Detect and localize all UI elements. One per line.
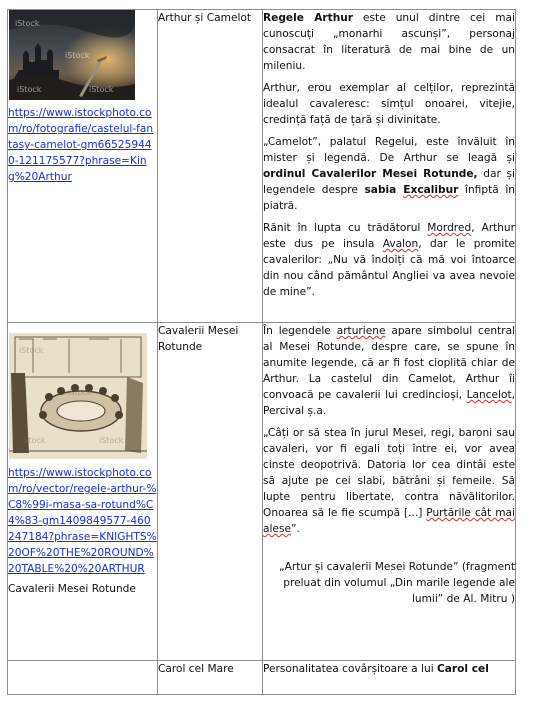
watermark: iStock <box>99 436 124 445</box>
watermark: iStock <box>15 19 40 28</box>
topic-title: Carol cel Mare <box>158 663 234 675</box>
citation: „Artur și cavalerii Mesei Rotunde” (fragment preluat din volumul „Din marile legende ale lumii” de Al. Mitru ) <box>278 561 515 605</box>
image-source-link[interactable]: https://www.istockphoto.com/ro/vector/regele-arthur-%C8%99i-masa-sa-rotund%C4%83-gm1409849577-460247184?phrase=KNIGHTS%20OF%20THE%20ROUND%20TABLE%20%20ARTHUR <box>8 467 157 575</box>
topic-cell <box>158 323 263 661</box>
bold-text: ordinul Cavalerilor Mesei Rotunde, <box>263 168 478 180</box>
paragraph: Regele Arthur este unul dintre cei mai cunoscuți „monarhi ascunși”, personaj consacrat în literatură de mai bine de un mileniu. <box>263 12 515 72</box>
round-table-image <box>9 333 147 459</box>
watermark: iStock <box>67 388 92 397</box>
paragraph: În legendele arturiene apare simbolul central al Mesei Rotunde, despre care, se spune în anumite legende, că ar fi fost cioplită chiar de Arthur. La castelul din Camelot, Arthur îi convoacă pe cavalerii lui credincioși, Lancelot, Percival ș.a. <box>263 325 515 417</box>
watermark: iStock <box>65 51 90 60</box>
bold-text: Excalibur <box>403 184 459 196</box>
paragraph: Personalitatea covârșitoare a lui Carol cel <box>263 663 489 675</box>
paragraph: Rănit în lupta cu trădătorul Mordred, Arthur este dus pe insula Avalon, dar le promite cavalerilor: „Nu vă îndoiți că mă voi întoarce din nou când pământul Angliei va avea nevoie de mine”. <box>263 222 516 298</box>
image-caption: Cavalerii Mesei Rotunde <box>8 583 136 595</box>
topic-cell <box>158 661 263 695</box>
topic-cell <box>158 10 263 323</box>
image-cell <box>8 10 158 323</box>
text-cell <box>263 661 516 695</box>
paragraph: „Camelot”, palatul Regelui, este învăluit în mister și legendă. De Arthur se leagă și ordinul Cavalerilor Mesei Rotunde, dar și legendele despre sabia Excalibur înfiptă în piatră. <box>263 136 515 212</box>
text-cell <box>263 323 516 661</box>
image-cell <box>8 661 158 695</box>
bold-text: Regele Arthur <box>263 12 354 24</box>
watermark: iStock <box>89 85 114 94</box>
quote-paragraph: „Câți or să stea în jurul Mesei, regi, baroni sau cavaleri, vor fi egali toți între ei, vor avea cinste deopotrivă. Datoria lor cea dintâi este să ajute pe cei slabi, bătrâni și femeile. Să lupte pentru libertate, contra năvălitorilor. Onoarea să le fie scumpă [...] Purtările cât mai alese”. <box>263 427 515 535</box>
image-source-link[interactable]: https://www.istockphoto.com/ro/fotografie/castelul-fantasy-camelot-gm665259440-121175577?phrase=King%20Arthur <box>8 107 154 183</box>
watermark: iStock <box>17 85 42 94</box>
paragraph: Arthur, erou exemplar al celților, reprezintă idealul cavaleresc: simțul onoarei, vitejie, credință față de țară și divinitate. <box>263 82 515 126</box>
image-cell <box>8 323 158 661</box>
bold-text: sabia <box>364 184 404 196</box>
watermark: iStock <box>19 346 44 355</box>
table-row <box>8 323 516 661</box>
topic-title: Cavalerii Mesei Rotunde <box>158 325 239 353</box>
topic-title: Arthur și Camelot <box>158 12 252 24</box>
bold-text: Carol cel <box>437 663 489 675</box>
text-cell <box>263 10 516 323</box>
table-row <box>8 661 516 695</box>
watermark: iStock <box>21 436 46 445</box>
content-table <box>7 9 516 695</box>
table-row <box>8 10 516 323</box>
camelot-castle-image <box>9 10 135 100</box>
